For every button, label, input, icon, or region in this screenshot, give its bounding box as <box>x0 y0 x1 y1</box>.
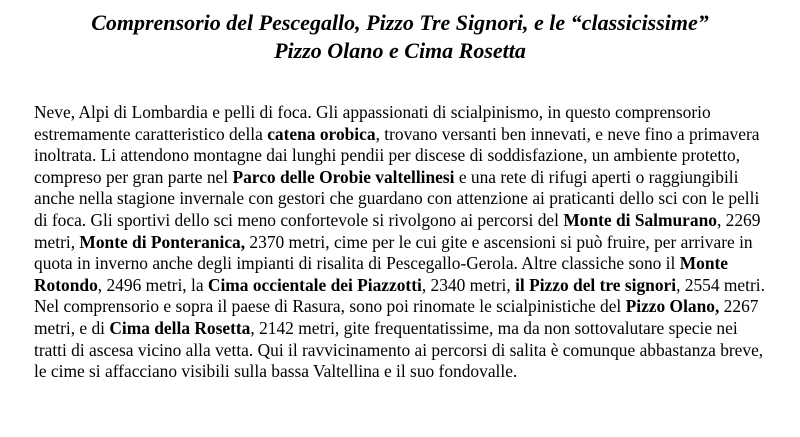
text-run: , 2554 metri. <box>676 274 765 295</box>
title-line-2: Pizzo Olano e Cima Rosetta <box>274 38 526 63</box>
article-body <box>34 102 774 383</box>
text-run: , 2269 metri, <box>34 209 761 252</box>
bold-parco-orobie: Parco delle Orobie valtellinesi <box>232 166 455 187</box>
page-title <box>0 9 800 65</box>
text-run: , trovano versanti ben innevati, e neve fino a primavera inoltrata. Li attendono montagne dai lunghi pendii per discese di soddisfazione, un ambiente protetto, compreso per gran parte nel <box>34 123 760 187</box>
paragraph-1 <box>34 102 774 296</box>
text-run: , 2142 metri, gite frequentatissime, ma da non sottovalutare specie nei tratti di ascesa vicino alla vetta. Qui il ravvicinamento ai percorsi di salita è comunque abbastanza breve, le cime si affacciano visibili sulla bassa Valtellina e il suo fondovalle. <box>34 317 764 382</box>
text-run: e una rete di rifugi aperti o raggiungibili anche nella stagione invernale con gestori che guardano con attenzione ai praticanti dello sci con le pelli di foca. Gli sportivi dello sci meno confortevole si rivolgono ai percorsi del <box>34 166 760 230</box>
title-line-1: Comprensorio del Pescegallo, Pizzo Tre Signori, e le “classicissime” <box>91 10 709 35</box>
bold-cima-piazzotti: Cima occientale dei Piazzotti <box>207 274 422 295</box>
bold-monte-ponteranica: Monte di Ponteranica, <box>79 231 246 252</box>
bold-catena-orobica: catena orobica <box>267 123 376 144</box>
text-run: Nel comprensorio e sopra il paese di Rasura, sono poi rinomate le scialpinistiche del <box>34 296 626 317</box>
text-run: 2267 metri, e di <box>34 296 759 338</box>
paragraph-2 <box>34 296 774 382</box>
bold-pizzo-olano: Pizzo Olano, <box>625 296 720 317</box>
bold-monte-salmurano: Monte di Salmurano <box>563 209 717 230</box>
bold-monte-rotondo: Monte Rotondo <box>34 253 728 295</box>
text-run: Neve, Alpi di Lombardia e pelli di foca. Gli appassionati di scialpinismo, in questo comprensorio estremamente caratteristico della <box>34 102 711 144</box>
text-run: , 2340 metri, <box>421 274 516 295</box>
text-run: 2370 metri, cime per le cui gite e ascensioni si può fruire, per arrivare in quota in inverno anche degli impianti di risalita di Pescegallo-Gerola. Altre classiche sono il <box>34 231 753 274</box>
bold-pizzo-tre-signori: il Pizzo del tre signori <box>515 274 677 295</box>
bold-cima-rosetta: Cima della Rosetta <box>109 317 251 338</box>
text-run: , 2496 metri, la <box>97 274 208 295</box>
